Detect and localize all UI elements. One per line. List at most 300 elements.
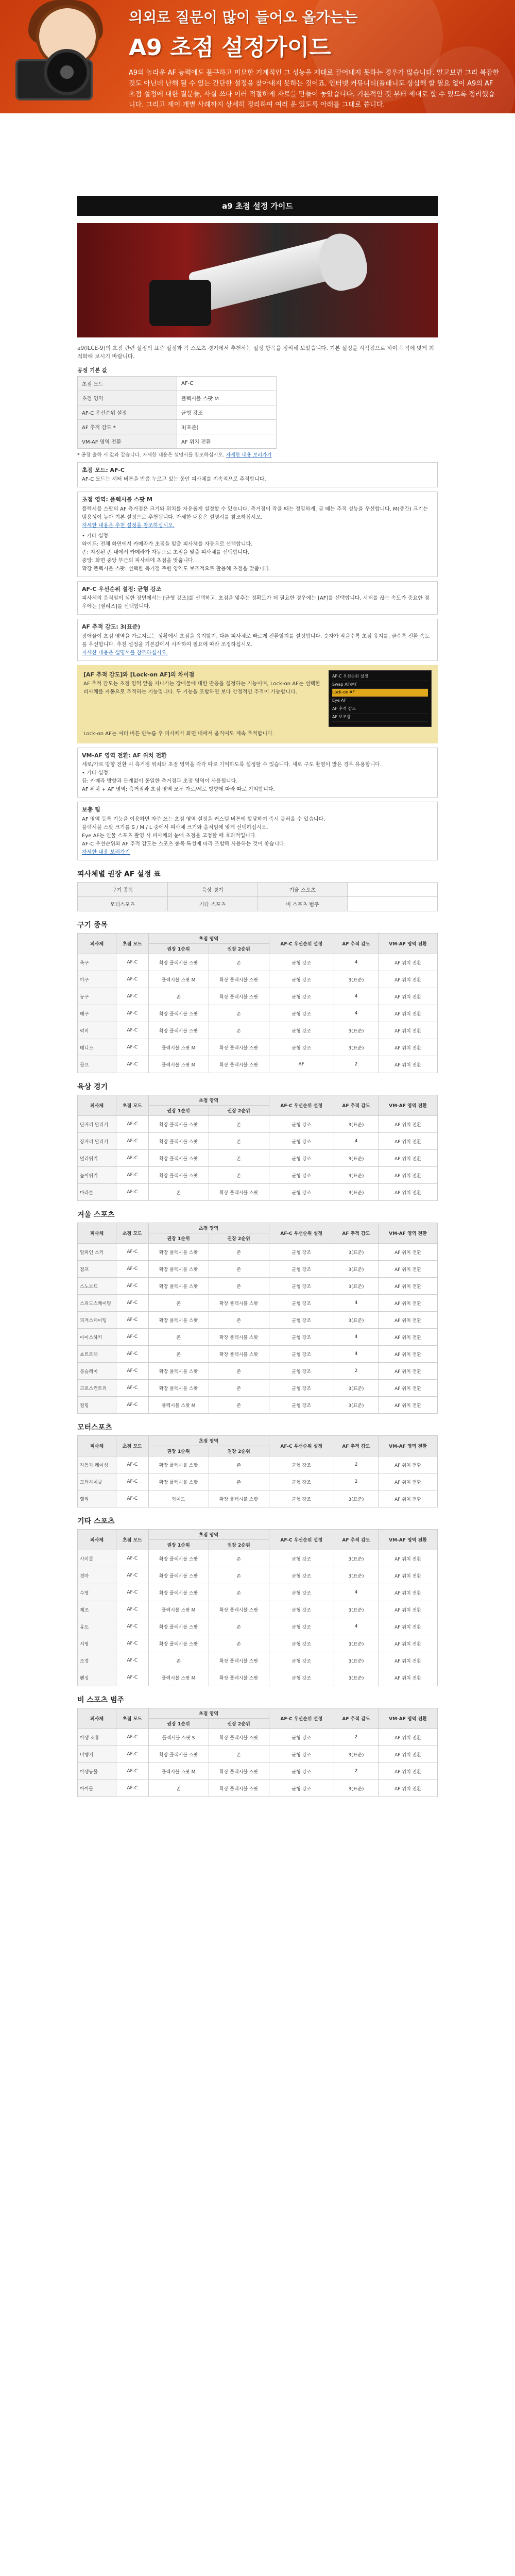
col-priority: AF-C 우선순위 설정 [269, 1708, 334, 1729]
cell-track: 3(표준) [334, 1116, 378, 1133]
cell-vm: AF 위치 전환 [379, 1380, 438, 1397]
cell-priority: 균형 강조 [269, 1473, 334, 1490]
cell-track: 4 [334, 988, 378, 1005]
menu-row: AF 보조광 [332, 714, 428, 722]
col-track: AF 추적 감도 [334, 1095, 378, 1116]
cell-track: 4 [334, 1329, 378, 1346]
focus-area-notes [82, 540, 433, 573]
cell-mode: AF-C [116, 1763, 149, 1780]
cell-vm: AF 위치 전환 [379, 1022, 438, 1039]
cell-area-main: 확장 플렉시블 스팟 [148, 1456, 209, 1473]
cell-priority: 균형 강조 [269, 1363, 334, 1380]
cell-area-main: 플렉시블 스팟 M [148, 1601, 209, 1618]
header-row [78, 1436, 438, 1446]
cell-area-alt: 존 [209, 1567, 269, 1584]
col-priority: AF-C 우선순위 설정 [269, 1095, 334, 1116]
col-area-alt: 권장 2순위 [209, 1719, 269, 1729]
cell-mode: AF-C [116, 1567, 149, 1584]
cell-vm: AF 위치 전환 [379, 971, 438, 988]
cell-name: 체조 [78, 1601, 116, 1618]
priority-text: 피사체의 움직임이 심한 장면에서는 [균형 강조]를 선택하고, 초점을 맞추는 정확도가 더 필요한 경우에는 [AF]를 선택합니다. 셔터를 끊는 속도가 중요한 경우에는 [릴리즈]를 선택합니다. [82, 596, 430, 610]
col-area: 초점 영역 [148, 1436, 269, 1446]
cell-track: 3(표준) [334, 1635, 378, 1652]
category-spacer [348, 897, 438, 911]
table-row [78, 1380, 438, 1397]
cell-area-main: 확장 플렉시블 스팟 [148, 1584, 209, 1601]
cell-area-main: 확장 플렉시블 스팟 [148, 1380, 209, 1397]
cell-vm: AF 위치 전환 [379, 1261, 438, 1278]
col-track: AF 추적 감도 [334, 1436, 378, 1456]
cell-priority: 균형 강조 [269, 1022, 334, 1039]
base-value: AF-C [177, 376, 277, 391]
cell-vm: AF 위치 전환 [379, 1746, 438, 1763]
cell-mode: AF-C [116, 1746, 149, 1763]
cell-vm: AF 위치 전환 [379, 1618, 438, 1635]
category-link[interactable]: 겨울 스포츠 [258, 883, 348, 897]
cell-name: 사이클 [78, 1550, 116, 1567]
cell-area-alt: 존 [209, 1746, 269, 1763]
cell-mode: AF-C [116, 1652, 149, 1669]
col-area: 초점 영역 [148, 1530, 269, 1540]
cell-track: 3(표준) [334, 1567, 378, 1584]
cell-track: 2 [334, 1056, 378, 1073]
col-area-alt: 권장 2순위 [209, 1233, 269, 1244]
cell-priority: 균형 강조 [269, 1244, 334, 1261]
cell-track: 3(표준) [334, 971, 378, 988]
cell-name: 조정 [78, 1652, 116, 1669]
table-row [78, 1601, 438, 1618]
cell-priority: 균형 강조 [269, 1380, 334, 1397]
base-note: * 공장 출하 시 값과 같습니다. 자세한 내용은 설명서를 참조하십시오. 자세한 내용 보러가기 [77, 452, 272, 458]
cell-name: 크로스컨트리 [78, 1380, 116, 1397]
cell-name: 아이스하키 [78, 1329, 116, 1346]
cell-track: 2 [334, 1729, 378, 1746]
cell-name: 비행기 [78, 1746, 116, 1763]
cell-track: 3(표준) [334, 1244, 378, 1261]
cell-name: 컬링 [78, 1397, 116, 1414]
cell-track: 3(표준) [334, 1184, 378, 1201]
cell-vm: AF 위치 전환 [379, 988, 438, 1005]
cell-area-alt: 확장 플렉시블 스팟 [209, 1652, 269, 1669]
cell-area-main: 플렉시블 스팟 S [148, 1729, 209, 1746]
cell-vm: AF 위치 전환 [379, 1601, 438, 1618]
cell-vm: AF 위치 전환 [379, 1329, 438, 1346]
table-row [78, 1456, 438, 1473]
cell-name: 펜싱 [78, 1669, 116, 1686]
cell-vm: AF 위치 전환 [379, 1780, 438, 1797]
header-row [78, 1095, 438, 1106]
sport-table [77, 1529, 438, 1686]
cell-mode: AF-C [116, 954, 149, 971]
hero-banner [0, 0, 515, 113]
cell-area-main: 플렉시블 스팟 M [148, 971, 209, 988]
base-value: AF 위치 전환 [177, 434, 277, 448]
cell-name: 야생 조류 [78, 1729, 116, 1746]
cell-priority: 균형 강조 [269, 1550, 334, 1567]
col-area: 초점 영역 [148, 1095, 269, 1106]
priority-box [77, 581, 438, 615]
cell-mode: AF-C [116, 1473, 149, 1490]
quick-table-title: 피사체별 권장 AF 설정 표 [77, 870, 161, 879]
category-spacer [348, 883, 438, 897]
col-vm: VM-AF 영역 전환 [379, 1223, 438, 1244]
cell-area-main: 존 [148, 1780, 209, 1797]
cell-mode: AF-C [116, 1295, 149, 1312]
base-row [78, 391, 277, 405]
cell-area-main: 확장 플렉시블 스팟 [148, 954, 209, 971]
sports-tables [77, 920, 438, 1797]
cell-area-alt: 존 [209, 1363, 269, 1380]
cell-track: 3(표준) [334, 1397, 378, 1414]
sport-section-title: 모터스포츠 [77, 1423, 112, 1432]
cell-track: 3(표준) [334, 1601, 378, 1618]
vm-notes [82, 769, 433, 794]
cell-area-main: 확장 플렉시블 스팟 [148, 1618, 209, 1635]
cell-mode: AF-C [116, 1456, 149, 1473]
cell-vm: AF 위치 전환 [379, 1490, 438, 1507]
cell-mode: AF-C [116, 1022, 149, 1039]
table-row [78, 1312, 438, 1329]
cell-area-main: 확장 플렉시블 스팟 [148, 1746, 209, 1763]
sport-table [77, 1435, 438, 1507]
cell-area-main: 확장 플렉시블 스팟 [148, 1167, 209, 1184]
lockon-text: AF 추적 감도는 초점 영역 앞을 지나가는 장애물에 대한 반응을 설정하는 기능이며, Lock-on AF는 선택한 피사체를 자동으로 추적하는 기능입니다. 두 기능을 조합하면 보다 안정적인 추적이 가능합니다. [83, 681, 320, 696]
table-row [78, 1005, 438, 1022]
focus-area-link[interactable]: 자세한 내용은 추천 설정을 참조하십시오. [82, 522, 175, 529]
cell-area-alt: 존 [209, 1584, 269, 1601]
cell-vm: AF 위치 전환 [379, 1397, 438, 1414]
cell-track: 3(표준) [334, 1312, 378, 1329]
menu-row: AF-C 우선순위 설정 [332, 673, 428, 681]
cell-vm: AF 위치 전환 [379, 1567, 438, 1584]
cell-priority: 균형 강조 [269, 1278, 334, 1295]
base-row [78, 434, 277, 448]
cell-area-alt: 확장 플렉시블 스팟 [209, 1295, 269, 1312]
table-row [78, 1133, 438, 1150]
table-row [78, 1490, 438, 1507]
cell-area-alt: 존 [209, 1550, 269, 1567]
priority-title: AF-C 우선순위 설정: 균형 강조 [82, 585, 162, 592]
camera-body-shape [149, 280, 211, 326]
cell-track: 2 [334, 1473, 378, 1490]
base-settings-label: 공정 기본 값 [77, 367, 108, 374]
cell-priority: 균형 강조 [269, 1618, 334, 1635]
vm-note-item: 끔: 카메라 방향과 관계없이 동일한 측거점과 초점 영역이 사용됩니다. [82, 778, 238, 785]
hero-title: A9 초점 설정가이드 [129, 35, 331, 61]
cell-vm: AF 위치 전환 [379, 1295, 438, 1312]
table-row [78, 1363, 438, 1380]
cell-vm: AF 위치 전환 [379, 1056, 438, 1073]
cell-area-main: 확장 플렉시블 스팟 [148, 1550, 209, 1567]
cell-mode: AF-C [116, 1133, 149, 1150]
col-track: AF 추적 감도 [334, 1708, 378, 1729]
cell-priority: 균형 강조 [269, 1295, 334, 1312]
header-row [78, 1708, 438, 1719]
cell-area-main: 확장 플렉시블 스팟 [148, 1473, 209, 1490]
col-area-main: 권장 1순위 [148, 1719, 209, 1729]
cell-priority: 균형 강조 [269, 1261, 334, 1278]
cell-name: 럭비 [78, 1022, 116, 1039]
cell-priority: 균형 강조 [269, 1652, 334, 1669]
cell-vm: AF 위치 전환 [379, 1473, 438, 1490]
cell-priority: 균형 강조 [269, 1133, 334, 1150]
table-row [78, 954, 438, 971]
cell-name: 스피드스케이팅 [78, 1295, 116, 1312]
cell-track: 4 [334, 1618, 378, 1635]
menu-row: Lock-on AF [332, 689, 428, 697]
cell-vm: AF 위치 전환 [379, 1346, 438, 1363]
cell-name: 골프 [78, 1056, 116, 1073]
col-name: 피사체 [78, 934, 116, 954]
cell-priority: 균형 강조 [269, 1746, 334, 1763]
cell-track: 2 [334, 1363, 378, 1380]
cell-track: 3(표준) [334, 1669, 378, 1686]
cell-vm: AF 위치 전환 [379, 1005, 438, 1022]
menu-row: Eye AF [332, 697, 428, 705]
cell-track: 3(표준) [334, 1380, 378, 1397]
cell-vm: AF 위치 전환 [379, 1167, 438, 1184]
tracking-link[interactable]: 자세한 내용은 설명서를 참조하십시오. [82, 650, 168, 656]
focus-mode-box [77, 462, 438, 488]
col-vm: VM-AF 영역 전환 [379, 1530, 438, 1550]
cell-mode: AF-C [116, 1601, 149, 1618]
category-link[interactable]: 모터스포츠 [78, 897, 168, 911]
col-area: 초점 영역 [148, 934, 269, 944]
table-row [78, 971, 438, 988]
col-track: AF 추적 감도 [334, 1530, 378, 1550]
cell-vm: AF 위치 전환 [379, 1278, 438, 1295]
cell-mode: AF-C [116, 971, 149, 988]
cell-area-main: 확장 플렉시블 스팟 [148, 1022, 209, 1039]
supplement-item: Eye AF는 인물 스포츠 촬영 시 피사체의 눈에 초점을 고정할 때 효과적입니다. [82, 833, 257, 839]
cell-track: 4 [334, 1295, 378, 1312]
category-row [78, 883, 438, 897]
col-name: 피사체 [78, 1530, 116, 1550]
sport-section-title: 겨울 스포츠 [77, 1211, 115, 1219]
cell-mode: AF-C [116, 1184, 149, 1201]
base-key: 초점 모드 [78, 376, 177, 391]
col-mode: 초점 모드 [116, 1708, 149, 1729]
col-vm: VM-AF 영역 전환 [379, 934, 438, 954]
cell-area-alt: 확장 플렉시블 스팟 [209, 1669, 269, 1686]
cell-priority: 균형 강조 [269, 988, 334, 1005]
category-row [78, 897, 438, 911]
col-track: AF 추적 감도 [334, 934, 378, 954]
cell-area-main: 존 [148, 1184, 209, 1201]
table-row [78, 1184, 438, 1201]
col-area-main: 권장 1순위 [148, 1233, 209, 1244]
col-area-main: 권장 1순위 [148, 1106, 209, 1116]
cell-priority: 균형 강조 [269, 1490, 334, 1507]
cell-priority: 균형 강조 [269, 1116, 334, 1133]
cell-area-main: 확장 플렉시블 스팟 [148, 1150, 209, 1167]
cell-area-alt: 확장 플렉시블 스팟 [209, 1729, 269, 1746]
cell-priority: 균형 강조 [269, 1184, 334, 1201]
cell-area-alt: 존 [209, 1473, 269, 1490]
col-mode: 초점 모드 [116, 934, 149, 954]
base-row [78, 405, 277, 419]
header-row [78, 934, 438, 944]
col-priority: AF-C 우선순위 설정 [269, 1530, 334, 1550]
cell-name: 축구 [78, 954, 116, 971]
table-row [78, 1244, 438, 1261]
focus-mode-text: AF-C 모드는 셔터 버튼을 반쯤 누르고 있는 동안 피사체를 지속적으로 추적합니다. [82, 477, 266, 483]
table-row [78, 988, 438, 1005]
cell-track: 3(표준) [334, 1261, 378, 1278]
table-row [78, 1763, 438, 1780]
cell-track: 3(표준) [334, 1278, 378, 1295]
cell-track: 3(표준) [334, 1039, 378, 1056]
cell-vm: AF 위치 전환 [379, 1150, 438, 1167]
cell-vm: AF 위치 전환 [379, 1669, 438, 1686]
cell-mode: AF-C [116, 1669, 149, 1686]
cell-name: 높이뛰기 [78, 1167, 116, 1184]
col-mode: 초점 모드 [116, 1436, 149, 1456]
col-priority: AF-C 우선순위 설정 [269, 1223, 334, 1244]
area-note-item: 존: 지정된 존 내에서 카메라가 자동으로 초점을 맞출 피사체를 선택합니다. [82, 549, 249, 555]
cell-mode: AF-C [116, 1550, 149, 1567]
header-row [78, 1223, 438, 1233]
cell-track: 2 [334, 1763, 378, 1780]
cell-mode: AF-C [116, 988, 149, 1005]
cell-area-main: 존 [148, 1346, 209, 1363]
supplement-list [82, 816, 433, 849]
supplement-link[interactable]: 자세한 내용 보러가기 [82, 850, 130, 856]
col-area-alt: 권장 2순위 [209, 1106, 269, 1116]
tracking-title: AF 추적 감도: 3(표준) [82, 623, 141, 631]
cell-vm: AF 위치 전환 [379, 1652, 438, 1669]
col-vm: VM-AF 영역 전환 [379, 1436, 438, 1456]
hero-subtitle: 의외로 질문이 많이 들어오 올가는는 [129, 9, 358, 26]
cell-name: 모터사이클 [78, 1473, 116, 1490]
vm-note-item: • 기타 설정 [82, 770, 108, 776]
cell-area-alt: 확장 플렉시블 스팟 [209, 1763, 269, 1780]
cell-vm: AF 위치 전환 [379, 1244, 438, 1261]
cell-name: 봅슬레이 [78, 1363, 116, 1380]
table-row [78, 1056, 438, 1073]
sport-table [77, 1223, 438, 1414]
category-link[interactable]: 구기 종목 [78, 883, 168, 897]
sport-table [77, 1095, 438, 1201]
cell-name: 유도 [78, 1618, 116, 1635]
table-row [78, 1584, 438, 1601]
table-row [78, 1652, 438, 1669]
cell-priority: 균형 강조 [269, 1005, 334, 1022]
cell-priority: 균형 강조 [269, 1567, 334, 1584]
cell-vm: AF 위치 전환 [379, 1133, 438, 1150]
cell-track: 4 [334, 954, 378, 971]
cell-priority: 균형 강조 [269, 1167, 334, 1184]
menu-row: Swap AF/MF [332, 681, 428, 689]
cell-area-main: 플렉시블 스팟 M [148, 1397, 209, 1414]
cell-priority: 균형 강조 [269, 1312, 334, 1329]
cell-area-main: 확장 플렉시블 스팟 [148, 1261, 209, 1278]
cell-vm: AF 위치 전환 [379, 1550, 438, 1567]
sport-section-title: 육상 경기 [77, 1083, 108, 1092]
cell-area-main: 확장 플렉시블 스팟 [148, 1005, 209, 1022]
cell-name: 단거리 달리기 [78, 1116, 116, 1133]
lens-illustration [44, 49, 90, 95]
table-row [78, 1167, 438, 1184]
sport-section-title: 기타 스포츠 [77, 1517, 115, 1526]
cell-area-main: 확장 플렉시블 스팟 [148, 1133, 209, 1150]
vm-title: VM-AF 영역 전환: AF 위치 전환 [82, 752, 167, 759]
table-row [78, 1022, 438, 1039]
cell-area-alt: 존 [209, 1150, 269, 1167]
table-row [78, 1567, 438, 1584]
cell-vm: AF 위치 전환 [379, 954, 438, 971]
table-row [78, 1729, 438, 1746]
cell-name: 배구 [78, 1005, 116, 1022]
supplement-box [77, 802, 438, 860]
supplement-item: AF-C 우선순위와 AF 추적 감도는 스포츠 종목 특성에 따라 조합해 사용하는 것이 좋습니다. [82, 841, 286, 848]
cell-priority: 균형 강조 [269, 954, 334, 971]
area-note-item: 와이드: 전체 화면에서 카메라가 초점을 맞출 피사체를 자동으로 선택합니다. [82, 541, 253, 547]
focus-area-notes-title: • 기타 설정 [82, 533, 108, 539]
cell-priority: 균형 강조 [269, 1601, 334, 1618]
col-priority: AF-C 우선순위 설정 [269, 934, 334, 954]
cell-name: 경마 [78, 1567, 116, 1584]
cell-track: 3(표준) [334, 1022, 378, 1039]
table-row [78, 1329, 438, 1346]
col-area: 초점 영역 [148, 1223, 269, 1233]
base-row [78, 419, 277, 434]
cell-mode: AF-C [116, 1167, 149, 1184]
cell-track: 4 [334, 1584, 378, 1601]
cell-area-alt: 존 [209, 1618, 269, 1635]
vm-text: 세로/가로 방향 전환 시 측거점 위치와 초점 영역을 각각 따로 기억하도록 설정할 수 있습니다. 세로 구도 촬영이 많은 경우 유용합니다. [82, 762, 382, 768]
sport-table [77, 933, 438, 1073]
cell-mode: AF-C [116, 1244, 149, 1261]
cell-priority: 균형 강조 [269, 1669, 334, 1686]
vm-note-item: AF 위치 + AF 영역: 측거점과 초점 영역 모두 가로/세로 방향에 따라 따로 기억합니다. [82, 787, 275, 793]
cell-track: 4 [334, 1133, 378, 1150]
cell-priority: AF [269, 1056, 334, 1073]
cell-name: 테니스 [78, 1039, 116, 1056]
cell-vm: AF 위치 전환 [379, 1456, 438, 1473]
tracking-box [77, 619, 438, 661]
table-row [78, 1116, 438, 1133]
table-row [78, 1295, 438, 1312]
cell-area-main: 확장 플렉시블 스팟 [148, 1567, 209, 1584]
hero-description: A9의 놀라운 AF 능력에도 불구하고 미묘한 기계적인 그 성능을 제대로 끌어내지 못하는 경우가 많습니다. 알고보면 그리 복잡한 것도 아닌데 난해 될 수 있는 간단한 설정을 찾아내지 못하는 것이죠. 인터넷 커뮤니티(플래니도 상심해 할 필요 없이 A9의 AF 초점 설정에 대한 질문들, 사실 쓰다 이러 적절하게 자료를 만들어 놓았습니다. 기본적인 것 부터 제대로 할 수 있도록 정리했습니다. 그리고 제이 개별 사례까지 상세히 정리하여 여러 운 있도록 아래를 그대로 씁니다. [129, 69, 500, 109]
table-row [78, 1746, 438, 1763]
cell-area-alt: 존 [209, 1116, 269, 1133]
cell-track: 3(표준) [334, 1652, 378, 1669]
hero-photo [77, 223, 438, 337]
base-row [78, 376, 277, 391]
cell-area-alt: 존 [209, 1312, 269, 1329]
cell-mode: AF-C [116, 1261, 149, 1278]
cell-mode: AF-C [116, 1346, 149, 1363]
cell-priority: 균형 강조 [269, 1039, 334, 1056]
col-name: 피사체 [78, 1095, 116, 1116]
cell-area-alt: 확장 플렉시블 스팟 [209, 1346, 269, 1363]
cell-area-main: 존 [148, 1295, 209, 1312]
col-track: AF 추적 감도 [334, 1223, 378, 1244]
base-key: AF-C 우선순위 설정 [78, 405, 177, 419]
lens-hood-shape [313, 229, 372, 295]
cell-area-alt: 존 [209, 1635, 269, 1652]
cell-area-main: 확장 플렉시블 스팟 [148, 1278, 209, 1295]
category-link[interactable]: 기타 스포츠 [167, 897, 258, 911]
cell-track: 4 [334, 1005, 378, 1022]
col-area-main: 권장 1순위 [148, 1446, 209, 1456]
cell-area-alt: 확장 플렉시블 스팟 [209, 988, 269, 1005]
base-note-link[interactable]: 자세한 내용 보러가기 [226, 452, 272, 458]
category-link[interactable]: 육상 경기 [167, 883, 258, 897]
category-link[interactable]: 비 스포츠 범주 [258, 897, 348, 911]
